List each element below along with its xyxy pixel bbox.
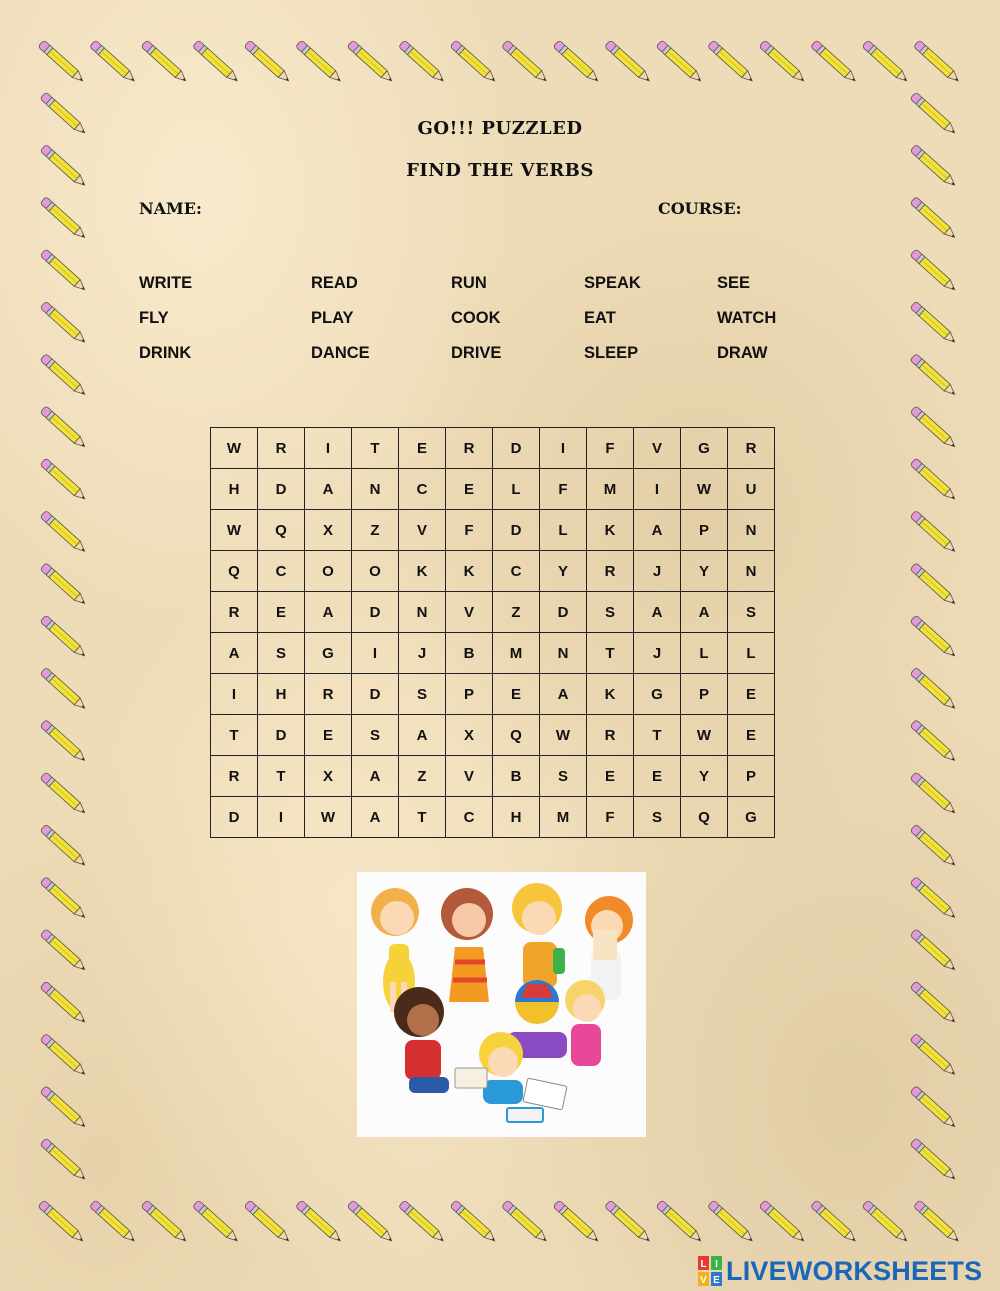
pencil-icon (910, 772, 958, 816)
grid-cell: F (587, 797, 634, 838)
pencil-icon (605, 40, 653, 84)
grid-cell: B (446, 633, 493, 674)
grid-cell: Q (211, 551, 258, 592)
pencil-icon (40, 824, 88, 868)
grid-cell: O (352, 551, 399, 592)
pencil-icon (244, 40, 292, 84)
logo-letter: I (715, 1259, 718, 1270)
grid-cell: J (399, 633, 446, 674)
pencil-icon (40, 563, 88, 607)
grid-cell: N (399, 592, 446, 633)
grid-cell: T (258, 756, 305, 797)
logo-letter: V (700, 1275, 707, 1286)
grid-cell: G (305, 633, 352, 674)
pencil-icon (910, 510, 958, 554)
grid-cell: D (493, 428, 540, 469)
grid-row (211, 510, 775, 551)
word-search-grid (210, 427, 775, 838)
grid-cell: W (681, 715, 728, 756)
pencil-icon (347, 1200, 395, 1244)
grid-cell: D (258, 469, 305, 510)
word-write: WRITE (139, 274, 193, 292)
pencil-icon (40, 615, 88, 659)
grid-cell: E (399, 428, 446, 469)
grid-cell: Q (258, 510, 305, 551)
grid-cell: L (681, 633, 728, 674)
pencil-icon (40, 1033, 88, 1077)
pencil-icon (399, 40, 447, 84)
grid-cell: J (634, 551, 681, 592)
grid-cell: N (728, 551, 775, 592)
grid-cell: J (634, 633, 681, 674)
pencil-icon (40, 406, 88, 450)
grid-cell: I (211, 674, 258, 715)
grid-cell: E (258, 592, 305, 633)
grid-cell: M (493, 633, 540, 674)
liveworksheets-logo (698, 1255, 982, 1287)
grid-cell: L (540, 510, 587, 551)
pencil-icon (910, 1138, 958, 1182)
grid-cell: Y (540, 551, 587, 592)
word-see: SEE (717, 274, 751, 292)
pencil-icon (910, 301, 958, 345)
word-cook: COOK (451, 309, 501, 327)
pencil-icon (40, 1086, 88, 1130)
pencil-icon (296, 1200, 344, 1244)
grid-row (211, 469, 775, 510)
word-eat: EAT (584, 309, 616, 327)
word-watch: WATCH (717, 309, 777, 327)
grid-cell: Q (493, 715, 540, 756)
pencil-icon (910, 981, 958, 1025)
grid-cell: F (540, 469, 587, 510)
pencil-icon (910, 458, 958, 502)
grid-cell: S (399, 674, 446, 715)
grid-cell: E (728, 674, 775, 715)
pencil-icon (296, 40, 344, 84)
grid-cell: D (493, 510, 540, 551)
pencil-icon (910, 249, 958, 293)
grid-cell: R (211, 756, 258, 797)
word-read: READ (311, 274, 358, 292)
grid-cell: A (634, 592, 681, 633)
pencil-icon (502, 40, 550, 84)
pencil-icon (40, 458, 88, 502)
word-dance: DANCE (311, 344, 370, 362)
pencil-icon (656, 1200, 704, 1244)
word-run: RUN (451, 274, 487, 292)
grid-cell: Z (493, 592, 540, 633)
name-label: NAME: (139, 199, 202, 218)
grid-row (211, 592, 775, 633)
pencil-icon (40, 772, 88, 816)
pencil-icon (553, 40, 601, 84)
grid-cell: A (352, 756, 399, 797)
grid-cell: A (211, 633, 258, 674)
grid-cell: R (587, 551, 634, 592)
word-draw: DRAW (717, 344, 768, 362)
pencil-icon (708, 40, 756, 84)
grid-cell: C (493, 551, 540, 592)
worksheet-title: GO!!! PUZZLED (417, 118, 583, 139)
word-sleep: SLEEP (584, 344, 639, 362)
grid-cell: S (728, 592, 775, 633)
grid-cell: K (446, 551, 493, 592)
grid-cell: S (352, 715, 399, 756)
grid-cell: O (305, 551, 352, 592)
grid-cell: F (446, 510, 493, 551)
pencil-icon (347, 40, 395, 84)
grid-cell: H (493, 797, 540, 838)
pencil-icon (910, 353, 958, 397)
grid-cell: T (634, 715, 681, 756)
child-figure (441, 888, 493, 1002)
word-list (139, 272, 837, 377)
pencil-icon (40, 353, 88, 397)
grid-cell: N (728, 510, 775, 551)
grid-cell: X (446, 715, 493, 756)
child-figure (565, 980, 605, 1066)
pencil-icon (553, 1200, 601, 1244)
pencil-icon (38, 1200, 86, 1244)
grid-cell: G (634, 674, 681, 715)
word-drive: DRIVE (451, 344, 502, 362)
grid-cell: D (352, 592, 399, 633)
pencil-icon (811, 1200, 859, 1244)
grid-cell: T (399, 797, 446, 838)
pencil-icon (141, 1200, 189, 1244)
grid-cell: W (211, 428, 258, 469)
liveworksheets-brand: LIVEWORKSHEETS (726, 1255, 983, 1286)
grid-cell: W (211, 510, 258, 551)
grid-cell: I (634, 469, 681, 510)
grid-cell: P (728, 756, 775, 797)
child-figure (394, 987, 449, 1093)
grid-cell: K (399, 551, 446, 592)
grid-cell: E (634, 756, 681, 797)
pencil-icon (910, 563, 958, 607)
grid-cell: X (305, 510, 352, 551)
grid-cell: F (587, 428, 634, 469)
pencil-icon (910, 667, 958, 711)
grid-cell: Y (681, 756, 728, 797)
pencil-icon (759, 1200, 807, 1244)
child-figure (455, 1032, 523, 1104)
pencil-icon (40, 720, 88, 764)
course-label: COURSE: (658, 199, 742, 218)
grid-cell: D (258, 715, 305, 756)
pencil-icon (40, 249, 88, 293)
grid-cell: A (399, 715, 446, 756)
grid-cell: P (681, 674, 728, 715)
word-speak: SPEAK (584, 274, 641, 292)
pencil-icon (40, 876, 88, 920)
pencil-icon (862, 1200, 910, 1244)
grid-cell: L (728, 633, 775, 674)
grid-row (211, 633, 775, 674)
grid-row (211, 551, 775, 592)
pencil-icon (450, 1200, 498, 1244)
grid-cell: U (728, 469, 775, 510)
liveworksheets-logo-icon (698, 1256, 722, 1286)
grid-cell: P (681, 510, 728, 551)
word-play: PLAY (311, 309, 354, 327)
grid-cell: W (305, 797, 352, 838)
grid-row (211, 756, 775, 797)
pencil-icon (244, 1200, 292, 1244)
grid-cell: T (587, 633, 634, 674)
pencil-icon (759, 40, 807, 84)
grid-cell: D (352, 674, 399, 715)
grid-cell: N (540, 633, 587, 674)
grid-cell: I (305, 428, 352, 469)
grid-cell: R (728, 428, 775, 469)
pencil-icon (502, 1200, 550, 1244)
pencil-icon (40, 981, 88, 1025)
pencil-icon (910, 1086, 958, 1130)
pencil-icon (141, 40, 189, 84)
pencil-icon (40, 197, 88, 241)
pencil-icon (708, 1200, 756, 1244)
grid-cell: Y (681, 551, 728, 592)
pencil-icon (40, 301, 88, 345)
grid-cell: A (540, 674, 587, 715)
pencil-icon (910, 406, 958, 450)
grid-cell: K (587, 674, 634, 715)
grid-cell: R (258, 428, 305, 469)
grid-cell: E (305, 715, 352, 756)
grid-row (211, 428, 775, 469)
pencil-icon (40, 510, 88, 554)
pencil-icon (910, 197, 958, 241)
pencil-icon (914, 1200, 962, 1244)
grid-row (211, 715, 775, 756)
grid-cell: P (446, 674, 493, 715)
grid-cell: S (587, 592, 634, 633)
pencil-icon (40, 1138, 88, 1182)
grid-cell: V (446, 592, 493, 633)
grid-cell: E (446, 469, 493, 510)
grid-cell: S (634, 797, 681, 838)
grid-cell: R (211, 592, 258, 633)
pencil-icon (910, 615, 958, 659)
grid-cell: S (258, 633, 305, 674)
grid-cell: D (211, 797, 258, 838)
pencil-icon (910, 720, 958, 764)
grid-cell: M (587, 469, 634, 510)
pencil-icon (90, 1200, 138, 1244)
grid-cell: H (258, 674, 305, 715)
word-fly: FLY (139, 309, 169, 327)
grid-cell: E (493, 674, 540, 715)
grid-cell: M (540, 797, 587, 838)
grid-cell: C (258, 551, 305, 592)
grid-cell: A (681, 592, 728, 633)
grid-cell: I (258, 797, 305, 838)
grid-cell: H (211, 469, 258, 510)
grid-cell: I (352, 633, 399, 674)
grid-cell: R (446, 428, 493, 469)
grid-cell: V (634, 428, 681, 469)
logo-letter: E (713, 1275, 720, 1286)
grid-cell: X (305, 756, 352, 797)
grid-cell: I (540, 428, 587, 469)
pencil-icon (910, 1033, 958, 1077)
grid-cell: A (634, 510, 681, 551)
grid-cell: A (305, 592, 352, 633)
pencil-icon (910, 876, 958, 920)
grid-cell: C (399, 469, 446, 510)
grid-cell: B (493, 756, 540, 797)
grid-cell: E (587, 756, 634, 797)
grid-cell: Q (681, 797, 728, 838)
grid-cell: A (352, 797, 399, 838)
grid-cell: D (540, 592, 587, 633)
pencil-icon (910, 824, 958, 868)
grid-cell: W (540, 715, 587, 756)
grid-row (211, 674, 775, 715)
pencil-icon (399, 1200, 447, 1244)
grid-cell: Z (352, 510, 399, 551)
pencil-icon (90, 40, 138, 84)
grid-cell: V (446, 756, 493, 797)
pencil-icon (914, 40, 962, 84)
grid-cell: G (681, 428, 728, 469)
pencil-icon (40, 667, 88, 711)
pencil-icon (656, 40, 704, 84)
word-drink: DRINK (139, 344, 192, 362)
logo-letter: L (700, 1259, 707, 1270)
pencil-icon (193, 1200, 241, 1244)
grid-cell: C (446, 797, 493, 838)
pencil-icon (862, 40, 910, 84)
worksheet-subtitle: FIND THE VERBS (406, 160, 594, 181)
child-figure (512, 883, 565, 988)
children-reading-illustration (357, 872, 646, 1137)
grid-row (211, 797, 775, 838)
pencil-icon (450, 40, 498, 84)
pencil-icon (811, 40, 859, 84)
grid-cell: T (352, 428, 399, 469)
pencil-icon (910, 929, 958, 973)
grid-cell: K (587, 510, 634, 551)
grid-cell: W (681, 469, 728, 510)
grid-cell: S (540, 756, 587, 797)
pencil-icon (605, 1200, 653, 1244)
grid-cell: V (399, 510, 446, 551)
grid-cell: T (211, 715, 258, 756)
grid-cell: L (493, 469, 540, 510)
pencil-icon (193, 40, 241, 84)
grid-cell: G (728, 797, 775, 838)
grid-cell: Z (399, 756, 446, 797)
grid-cell: R (305, 674, 352, 715)
pencil-icon (40, 929, 88, 973)
pencil-icon (38, 40, 86, 84)
grid-cell: A (305, 469, 352, 510)
grid-cell: N (352, 469, 399, 510)
grid-cell: R (587, 715, 634, 756)
grid-cell: E (728, 715, 775, 756)
